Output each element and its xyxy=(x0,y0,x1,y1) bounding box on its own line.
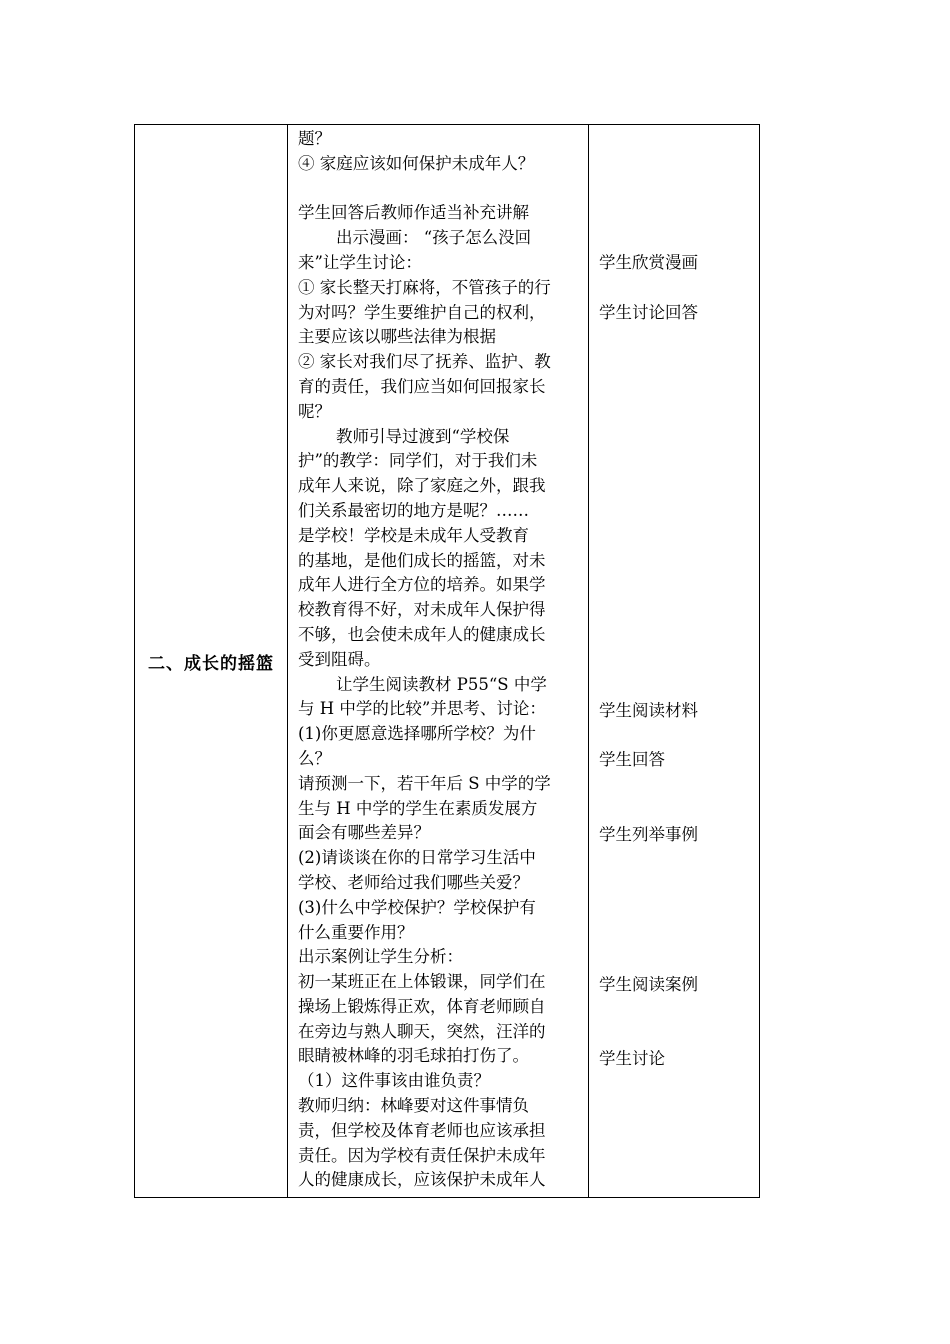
text-line: (3)什么中学校保护？学校保护有 xyxy=(298,897,536,917)
text-line: 责，但学校及体育老师也应该承担 xyxy=(298,1120,546,1140)
text-line: 不够，也会使未成年人的健康成长 xyxy=(298,624,546,644)
text-line: 来”让学生讨论： xyxy=(298,252,422,272)
text-line: 育的责任，我们应当如何回报家长 xyxy=(298,376,546,396)
student-activity-item: 学生回答 xyxy=(599,750,665,769)
student-activity-item: 学生欣赏漫画 xyxy=(599,253,698,272)
text-line: 教师归纳：林峰要对这件事情负 xyxy=(298,1096,529,1116)
student-activity-item: 学生阅读材料 xyxy=(599,701,698,720)
student-activity-item: 学生讨论 xyxy=(599,1049,665,1068)
text-line: 生与 H 中学的学生在素质发展方 xyxy=(298,798,538,818)
text-line xyxy=(298,177,582,202)
student-activity-item: 学生讨论回答 xyxy=(599,303,698,322)
text-line: ② 家长对我们尽了抚养、监护、教 xyxy=(298,352,551,372)
text-line: 出示案例让学生分析： xyxy=(298,947,463,967)
text-line: 呢？ xyxy=(298,401,331,421)
text-line: 初一某班正在上体锻课，同学们在 xyxy=(298,972,546,992)
text-line: 成年人来说，除了家庭之外，跟我 xyxy=(298,476,546,496)
text-line: ④ 家庭应该如何保护未成年人？ xyxy=(298,153,535,173)
text-line: 什么重要作用？ xyxy=(298,922,414,942)
student-activities xyxy=(589,125,759,1195)
teacher-activity-cell xyxy=(288,125,589,1198)
text-line: 请预测一下，若干年后 S 中学的学 xyxy=(298,773,551,793)
student-activity-item: 学生列举事例 xyxy=(599,825,698,844)
text-line: 与 H 中学的比较”并思考、讨论： xyxy=(298,699,546,719)
text-line: 人的健康成长，应该保护未成年人 xyxy=(298,1170,546,1190)
text-line: (2)请谈谈在你的日常学习生活中 xyxy=(298,848,536,868)
text-line: 面会有哪些差异？ xyxy=(298,823,430,843)
student-activity-item: 学生阅读案例 xyxy=(599,975,698,994)
text-line: 责任。因为学校有责任保护未成年 xyxy=(298,1145,546,1165)
text-line: (1)你更愿意选择哪所学校？为什 xyxy=(298,724,536,744)
section-cell xyxy=(135,125,288,1198)
text-line: 们关系最密切的地方是呢？…… xyxy=(298,500,529,520)
text-line: 教师引导过渡到“学校保 xyxy=(336,426,510,446)
text-line: 眼睛被林峰的羽毛球拍打伤了。 xyxy=(298,1046,529,1066)
text-line: 么？ xyxy=(298,748,331,768)
text-line: （1）这件事该由谁负责？ xyxy=(298,1071,490,1091)
text-line: ① 家长整天打麻将，不管孩子的行 xyxy=(298,277,551,297)
text-line: 校教育得不好，对未成年人保护得 xyxy=(298,600,546,620)
text-line: 让学生阅读教材 P55“S 中学 xyxy=(336,674,547,694)
text-line: 题？ xyxy=(298,129,331,148)
text-line: 主要应该以哪些法律为根据 xyxy=(298,327,496,347)
table-row xyxy=(135,125,760,1198)
text-line: 成年人进行全方位的培养。如果学 xyxy=(298,575,546,595)
text-line: 为对吗？学生要维护自己的权利， xyxy=(298,302,546,322)
lesson-plan-table xyxy=(134,124,760,1198)
text-line: 的基地，是他们成长的摇篮，对未 xyxy=(298,550,546,570)
text-line: 受到阻碍。 xyxy=(298,649,381,669)
text-line: 学校、老师给过我们哪些关爱？ xyxy=(298,872,529,892)
text-line: 学生回答后教师作适当补充讲解 xyxy=(298,203,529,223)
text-line: 是学校！学校是未成年人受教育 xyxy=(298,525,529,545)
text-line: 操场上锻炼得正欢，体育老师顾自 xyxy=(298,996,546,1016)
teacher-activity-text xyxy=(288,125,588,1197)
section-title: 二、成长的摇篮 xyxy=(148,653,274,674)
text-line: 出示漫画： “孩子怎么没回 xyxy=(336,228,532,248)
student-activity-cell xyxy=(589,125,760,1198)
text-line: 在旁边与熟人聊天，突然，汪洋的 xyxy=(298,1021,546,1041)
text-line: 护”的教学：同学们，对于我们未 xyxy=(298,451,538,471)
